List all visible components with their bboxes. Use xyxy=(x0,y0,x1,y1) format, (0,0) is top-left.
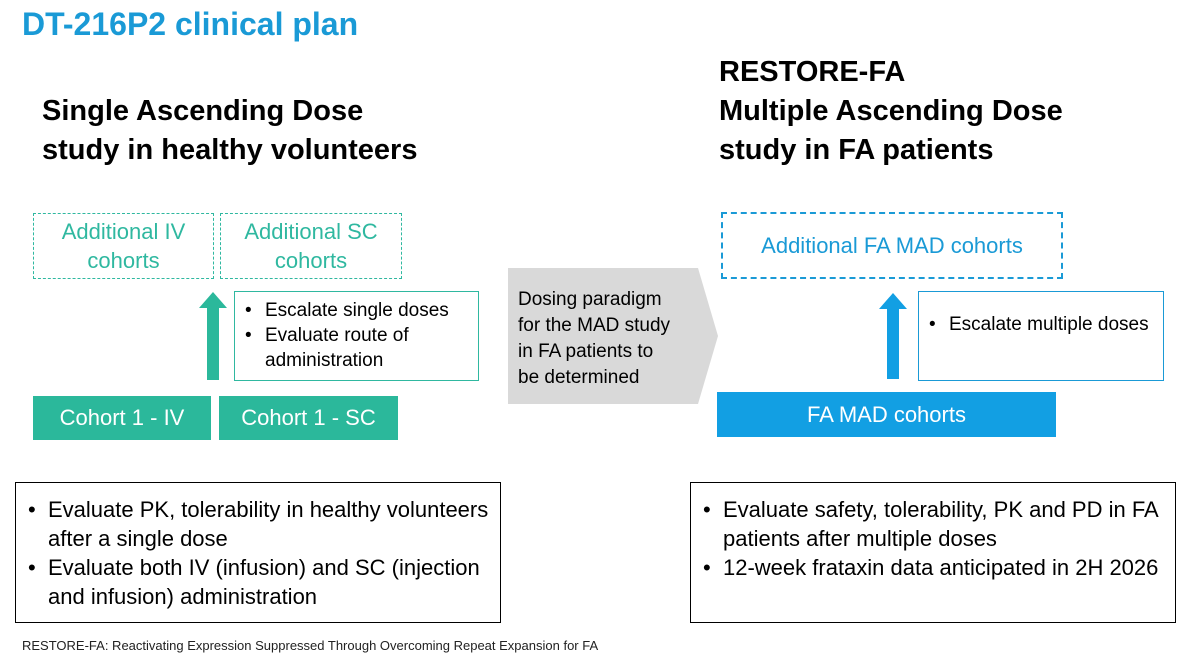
additional-iv-line: Additional IV xyxy=(61,219,186,244)
list-item: • Escalate single doses xyxy=(239,298,470,323)
mad-summary-box xyxy=(690,482,1176,623)
additional-iv-cohorts-box xyxy=(33,213,214,279)
cohort-1-iv-box: Cohort 1 - IV xyxy=(33,396,211,440)
additional-sc-line: Additional SC xyxy=(244,219,378,244)
chevron-text-line: for the MAD study xyxy=(518,315,671,336)
list-item: • Evaluate PK, tolerability in healthy volunteers after a single dose xyxy=(22,495,490,553)
sad-heading xyxy=(42,92,417,170)
chevron-text-line: be determined xyxy=(518,367,640,388)
blue-up-arrow-icon xyxy=(879,293,907,379)
sad-summary-list xyxy=(22,495,490,611)
mad-escalation-list xyxy=(923,312,1155,337)
footnote: RESTORE-FA: Reactivating Expression Suppressed Through Overcoming Repeat Expansion for FA xyxy=(22,638,599,653)
mad-escalation-box xyxy=(918,291,1164,381)
list-item: • 12-week frataxin data anticipated in 2H 2026 xyxy=(697,553,1165,582)
mad-heading-line: study in FA patients xyxy=(719,134,994,166)
mad-heading-line: RESTORE-FA xyxy=(719,56,906,88)
list-item: • Evaluate both IV (infusion) and SC (injection and infusion) administration xyxy=(22,553,490,611)
page-title: DT-216P2 clinical plan xyxy=(22,6,359,42)
sad-escalation-box xyxy=(234,291,479,381)
chevron-text-line: in FA patients to xyxy=(518,341,654,362)
additional-sc-line: cohorts xyxy=(274,248,348,273)
mad-summary-list xyxy=(697,495,1165,582)
list-item: • Evaluate safety, tolerability, PK and PD in FA patients after multiple doses xyxy=(697,495,1165,553)
teal-up-arrow-icon xyxy=(199,292,227,380)
chevron-text xyxy=(518,287,670,391)
sad-escalation-list xyxy=(239,298,470,373)
fa-mad-cohorts-box: FA MAD cohorts xyxy=(717,392,1056,437)
list-item: • Escalate multiple doses xyxy=(923,312,1155,337)
mad-heading xyxy=(719,53,1063,170)
cohort-1-sc-box: Cohort 1 - SC xyxy=(219,396,398,440)
additional-fa-mad-cohorts-box: Additional FA MAD cohorts xyxy=(721,212,1063,279)
list-item: • Evaluate route of administration xyxy=(239,323,470,373)
sad-heading-line: study in healthy volunteers xyxy=(42,134,418,166)
additional-sc-cohorts-box xyxy=(220,213,402,279)
sad-summary-box xyxy=(15,482,501,623)
additional-iv-line: cohorts xyxy=(87,248,160,273)
mad-heading-line: Multiple Ascending Dose xyxy=(719,95,1063,127)
sad-heading-line: Single Ascending Dose xyxy=(42,95,364,127)
chevron-text-line: Dosing paradigm xyxy=(518,289,662,310)
